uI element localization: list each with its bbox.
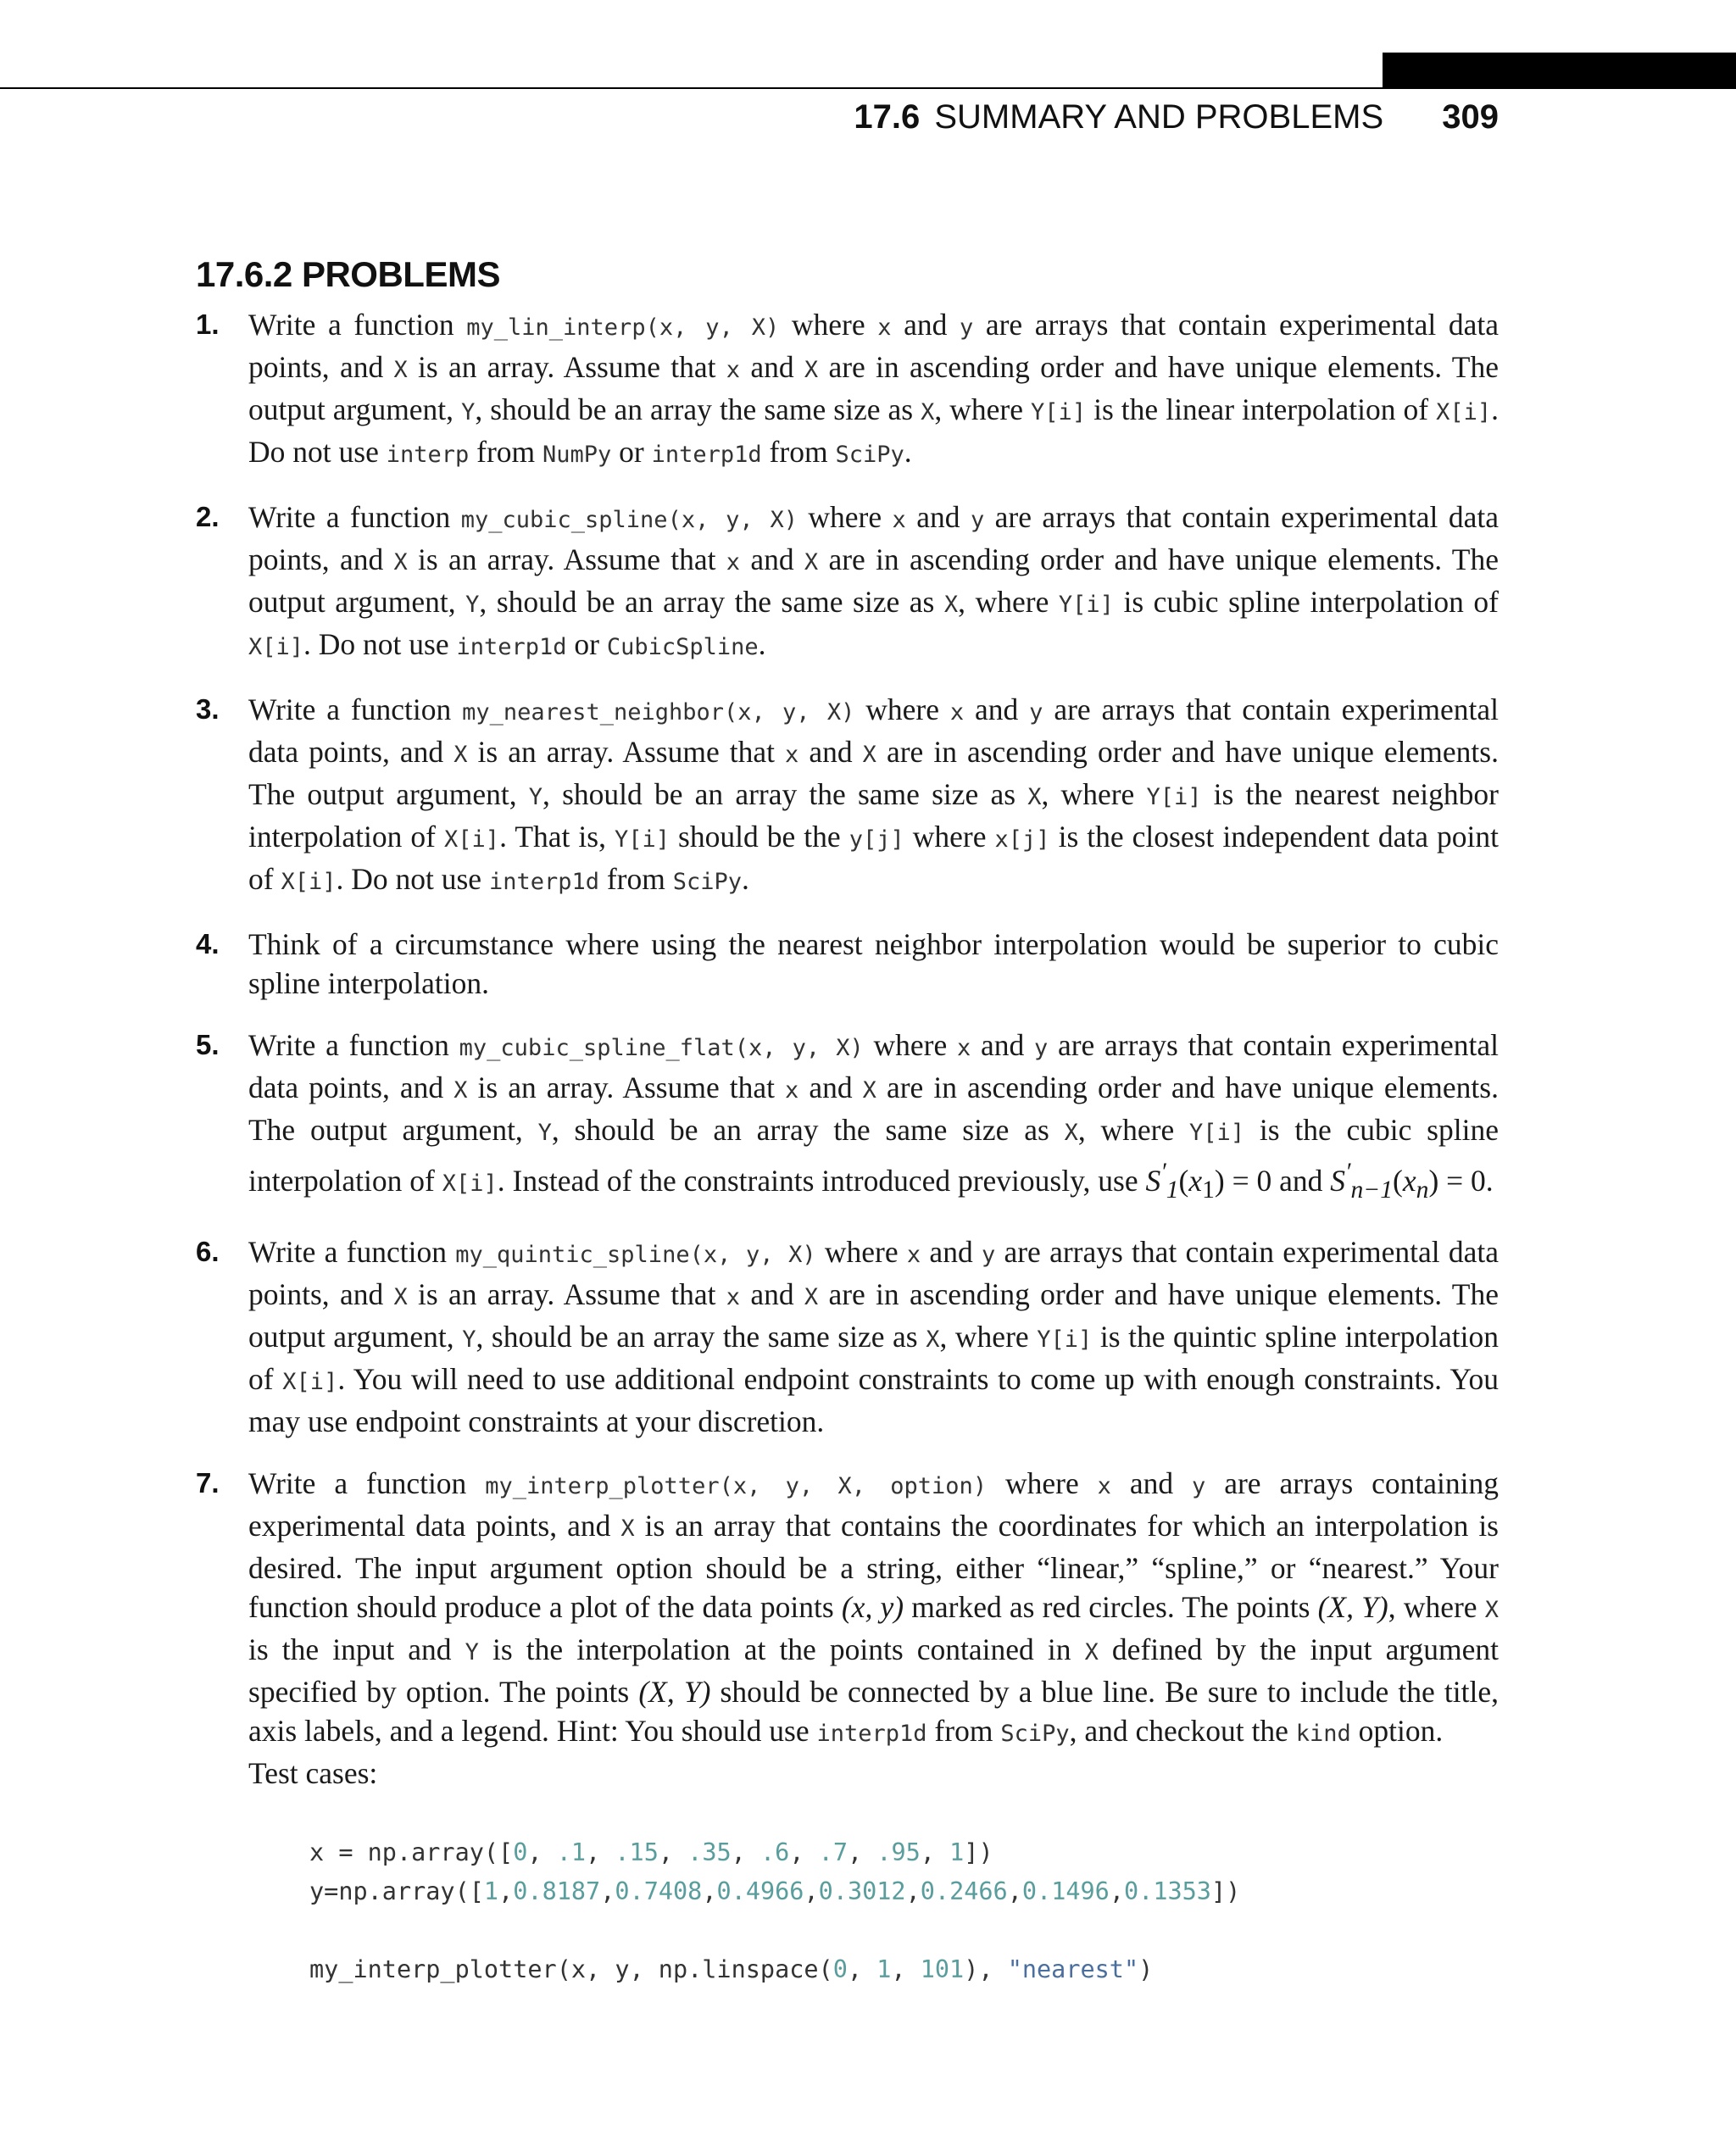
problem-text: Write a function my_quintic_spline(x, y, X) where x and y are arrays that contain experimental data points, and X is an array. Assume that x and X are in ascending order and have unique elements. The output argument, Y, should be an array the same size as X, where Y[i] is the quintic spline interpolation of X[i]. You will need to use additional endpoint constraints to come up with enough constraints. You may use endpoint constraints at your discretion. (248, 1234, 1499, 1438)
running-header (854, 95, 1499, 139)
code-line-2: y=np.array([1,0.8187,0.7408,0.4966,0.3012,0.2466,0.1496,0.1353]) (309, 1877, 1241, 1905)
problem-7 (196, 1464, 1499, 1989)
problem-4 (196, 925, 1499, 1003)
problem-text: Write a function my_cubic_spline(x, y, X) where x and y are arrays that contain experimental data points, and X is an array. Assume that x and X are in ascending order and have unique elements. The output argument, Y, should be an array the same size as X, where Y[i] is cubic spline interpolation of X[i]. Do not use interp1d or CubicSpline. (248, 500, 1499, 661)
problem-text: Write a function my_nearest_neighbor(x, y, X) where x and y are arrays that contain experimental data points, and X is an array. Assume that x and X are in ascending order and have unique elements. The output argument, Y, should be an array the same size as X, where Y[i] is the nearest neighbor interpolation of X[i]. That is, Y[i] should be the y[j] where x[j] is the closest independent data point of X[i]. Do not use interp1d from SciPy. (248, 692, 1499, 896)
problem-5 (196, 1026, 1499, 1210)
page-number: 309 (1442, 98, 1499, 136)
problem-text: Think of a circumstance where using the nearest neighbor interpolation would be superior to cubic spline interpolation. (248, 927, 1499, 1000)
section-title: 17.6.2 PROBLEMS (196, 254, 500, 294)
problem-number: 1. (196, 309, 220, 340)
problem-1 (196, 305, 1499, 475)
code-block (309, 1833, 1499, 1989)
header-section-number: 17.6 (854, 98, 921, 136)
code-line-3: my_interp_plotter(x, y, np.linspace(0, 1, 101), "nearest") (309, 1955, 1154, 1983)
problem-text: Write a function my_interp_plotter(x, y, X, option) where x and y are arrays containing experimental data points, and X is an array that contains the coordinates for which an interpolation is desired. The input argument option should be a string, either “linear,” “spline,” or “nearest.” Your function should produce a plot of the data points (x, y) marked as red circles. The points (X, Y), where X is the input and Y is the interpolation at the points contained in X defined by the input argument specified by option. The points (X, Y) should be connected by a blue line. Be sure to include the title, axis labels, and a legend. Hint: You should use interp1d from SciPy, and checkout the kind option. (248, 1465, 1500, 1748)
test-cases-label: Test cases: (248, 1755, 378, 1790)
math-s1-prime: $S'_1$ (1145, 1159, 1179, 1204)
problem-number: 4. (196, 928, 220, 959)
problem-number: 2. (196, 501, 220, 532)
header-rule (0, 87, 1736, 89)
problem-3 (196, 690, 1499, 902)
header-black-bar (1383, 53, 1736, 88)
code-line-1: x = np.array([0, .1, .15, .35, .6, .7, .95, 1]) (309, 1838, 993, 1866)
problem-number: 7. (196, 1466, 220, 1499)
problem-2 (196, 498, 1499, 667)
problem-6 (196, 1232, 1499, 1441)
problem-list (196, 305, 1499, 2012)
problem-text: Write a function my_lin_interp(x, y, X) where x and y are arrays that contain experimental data points, and X is an array. Assume that x and X are in ascending order and have unique elements. The output argument, Y, should be an array the same size as X, where Y[i] is the linear interpolation of X[i]. Do not use interp from NumPy or interp1d from SciPy. (248, 308, 1499, 469)
problem-text: Write a function my_cubic_spline_flat(x, y, X) where x and y are arrays that contain experimental data points, and X is an array. Assume that x and X are in ascending order and have unique elements. The output argument, Y, should be an array the same size as X, where Y[i] is the cubic spline interpolation of X[i]. Instead of the constraints introduced previously, use $S'_1(x_1) = 0$ and $S'_{n-1}(x_n) = 0$. (248, 1028, 1499, 1204)
header-section-title: SUMMARY AND PROBLEMS (934, 98, 1384, 136)
problem-number: 5. (196, 1029, 220, 1060)
problem-number: 3. (196, 693, 220, 725)
math-sn-prime: $S'_{n-1}$ (1330, 1159, 1394, 1204)
problem-number: 6. (196, 1235, 220, 1267)
